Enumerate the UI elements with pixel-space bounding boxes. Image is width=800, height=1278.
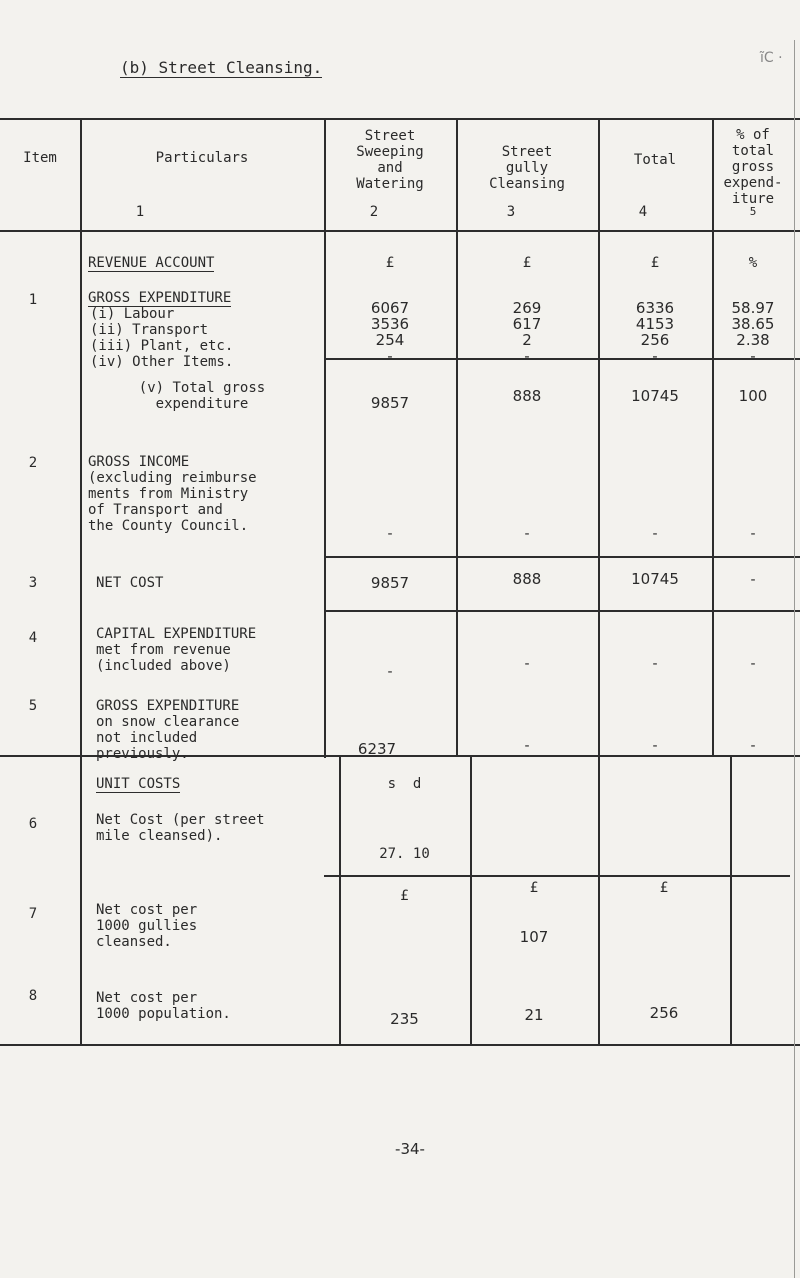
unit-total: £ [659,880,669,896]
unit-sweeping: £ [400,888,409,904]
expenditure-lines: (i) Labour (ii) Transport (iii) Plant, etc. (iv) Other Items. [90,306,234,370]
item-number: 1 [28,292,38,308]
revenue-heading: REVENUE ACCOUNT [88,255,215,271]
header-gully-num: 3 [506,204,516,220]
row8-total: 256 [649,1004,679,1022]
item-number: 3 [28,575,38,591]
item-number: 2 [28,455,38,471]
unit-sweeping: £ [385,255,395,271]
snow-label: GROSS EXPENDITURE on snow clearance not included previously. [96,698,240,762]
item-number: 8 [28,988,38,1004]
snow-percent: - [750,738,756,754]
header-total-num: 4 [638,204,648,220]
unit-gully: £ [522,255,532,271]
item-number: 6 [28,816,38,832]
row8-sweeping: 235 [390,1010,419,1028]
header-percent: % of total gross expend- iture [723,127,783,207]
net-cost-total: 10745 [631,570,679,588]
gross-income-label: GROSS INCOME (excluding reimburse ments from Ministry of Transport and the County Council. [88,454,257,534]
capital-total: - [652,656,658,672]
net-cost-percent: - [750,572,756,588]
header-sweeping-num: 2 [369,204,379,220]
snow-sweeping: 6237 [357,740,397,758]
page-number: -34- [395,1140,425,1158]
header-total: Total [633,152,677,168]
unit-total: £ [650,255,660,271]
total-gross-total: 10745 [631,387,679,405]
unit-gully: £ [529,880,539,896]
row8-label: Net cost per 1000 population. [96,990,231,1022]
unit-percent: % [748,255,758,271]
item-number: 5 [28,698,38,714]
row7-label: Net cost per 1000 gullies cleansed. [96,902,198,950]
item-number: 7 [28,906,38,922]
total-gross-gully: 888 [512,387,542,405]
capital-percent: - [750,656,756,672]
page-title: (b) Street Cleansing. [120,58,323,77]
net-cost-sweeping: 9857 [370,574,410,592]
gross-income-percent: - [750,526,756,542]
header-gully: Street gully Cleansing [489,144,565,192]
total-gross-sweeping: 9857 [370,394,410,412]
row6-sweeping: 27. 10 [379,846,430,862]
total-values: 6336 4153 256 - [635,299,675,365]
gully-values: 269 617 2 - [512,299,542,365]
gross-expenditure-heading: GROSS EXPENDITURE [88,290,232,306]
gross-income-gully: - [524,526,530,542]
header-item: Item [23,150,57,166]
row6-label: Net Cost (per street mile cleansed). [96,812,265,844]
net-cost-label: NET COST [96,575,164,591]
header-sweeping: Street Sweeping and Watering [356,128,424,192]
capital-gully: - [524,656,530,672]
percent-values: 58.97 38.65 2.38 - [731,299,775,365]
header-particulars: Particulars [155,150,249,166]
total-gross-label: (v) Total gross expenditure [138,380,266,412]
gross-income-total: - [652,526,658,542]
row7-gully: 107 [519,928,549,946]
net-cost-gully: 888 [512,570,542,588]
corner-mark: ĩC · [760,50,783,66]
capital-label: CAPITAL EXPENDITURE met from revenue (included above) [96,626,257,674]
unit-costs-heading: UNIT COSTS [96,776,181,792]
header-particulars-num: 1 [135,204,145,220]
gross-income-sweeping: - [387,526,393,542]
capital-sweeping: - [387,664,393,680]
sweeping-values: 6067 3536 254 - [370,299,410,365]
item-number: 4 [28,630,38,646]
total-gross-percent: 100 [738,387,768,405]
snow-gully: - [524,738,530,754]
sd-header: s d [387,776,422,792]
header-percent-num: 5 [749,205,757,218]
row8-gully: 21 [524,1006,544,1024]
snow-total: - [652,738,658,754]
